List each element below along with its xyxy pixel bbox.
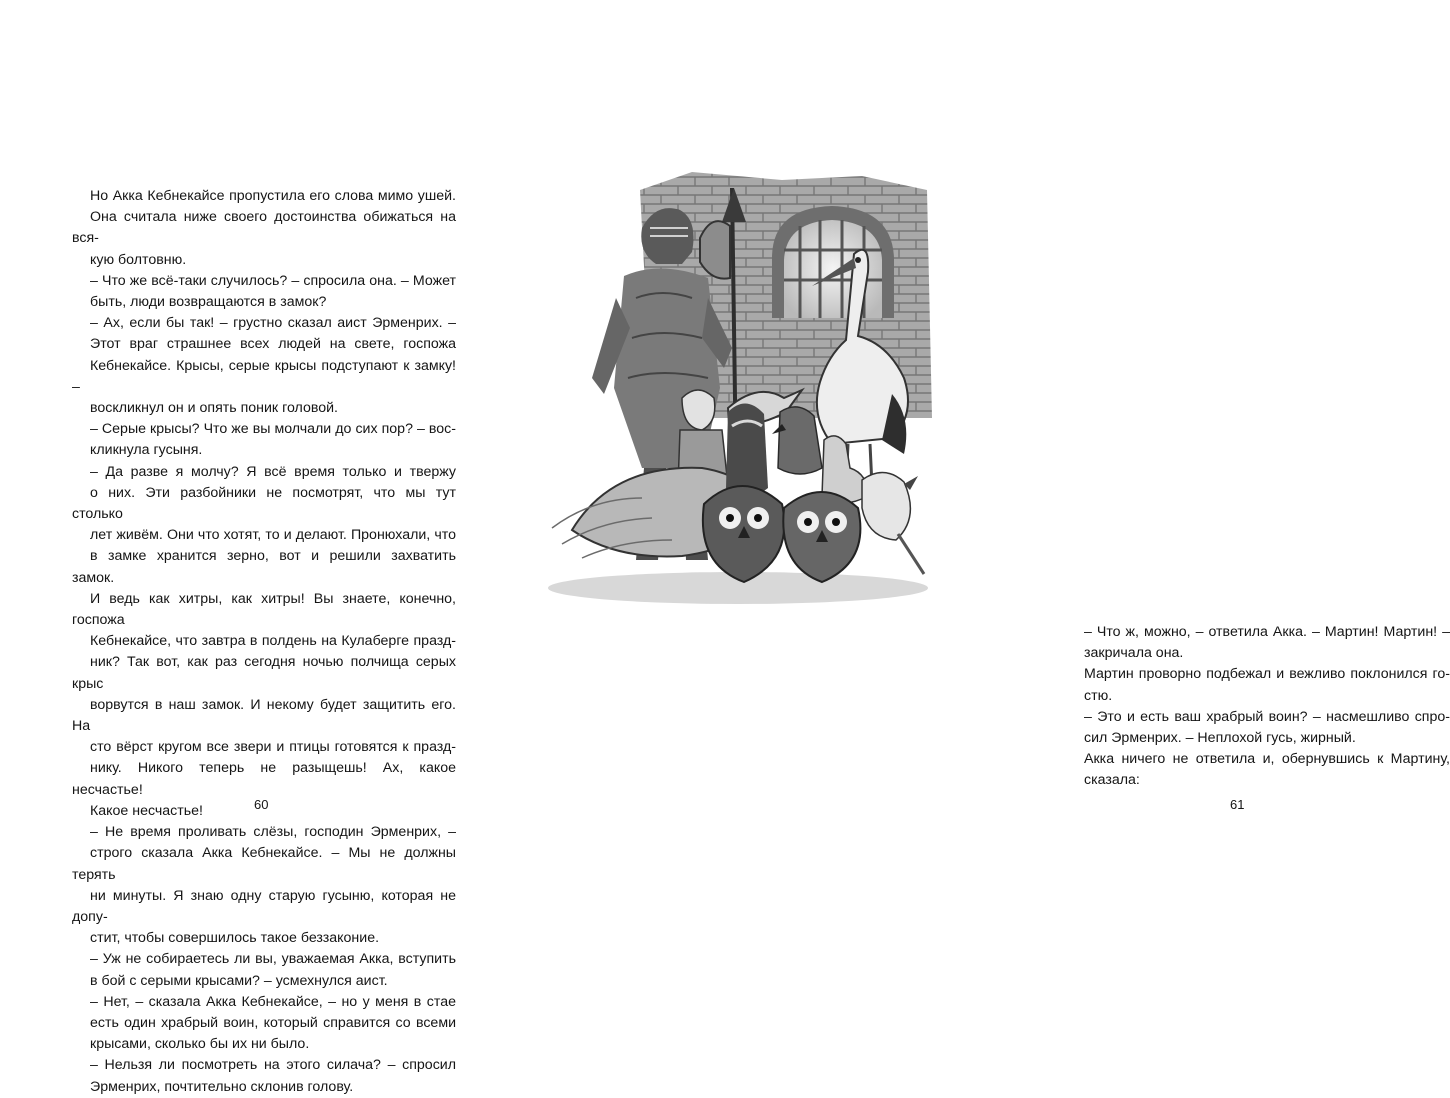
- paragraph: [72, 462, 456, 822]
- paragraph: [1066, 749, 1450, 791]
- text-line: стю.: [1084, 687, 1113, 704]
- text-line: есть один храбрый воин, который справится со всеми: [90, 1014, 456, 1031]
- text-line: – Не время проливать слёзы, господин Эрменрих, –: [90, 824, 456, 841]
- text-line: – Ах, если бы так! – грустно сказал аист Эрменрих. –: [90, 315, 456, 332]
- text-line: Кебнекайсе, что завтра в полдень на Кулаберге празд-: [90, 633, 456, 650]
- text-line: И ведь как хитры, как хитры! Вы знаете, конечно, госпожа: [72, 590, 456, 629]
- paragraph: [72, 1055, 456, 1097]
- text-line: – Серые крысы? Что же вы молчали до сих пор? – вос-: [90, 421, 456, 438]
- text-line: сто вёрст кругом все звери и птицы готовятся к празд-: [90, 739, 456, 756]
- text-line: нику. Никого теперь не разыщешь! Ах, какое несчастье!: [72, 760, 456, 798]
- text-line: лет живём. Они что хотят, то и делают. Пронюхали, что: [90, 527, 456, 544]
- text-line: – Что ж, можно, – ответила Акка. – Мартин! Мартин! –: [1084, 624, 1450, 640]
- text-line: – Нельзя ли посмотреть на этого силача? – спросил: [90, 1057, 456, 1074]
- paragraph: [72, 271, 456, 313]
- paragraph: [72, 186, 456, 271]
- paragraph: [72, 822, 456, 949]
- text-line: крысами, сколько бы их ни было.: [90, 1036, 310, 1053]
- text-line: в бой с серыми крысами? – усмехнулся аист.: [90, 972, 388, 989]
- text-line: Какое несчастье!: [90, 802, 204, 819]
- text-line: ворвутся в наш замок. И некому будет защитить его. На: [72, 696, 456, 735]
- paragraph: [1066, 664, 1450, 706]
- text-line: Эрменрих, почтительно склонив голову.: [90, 1078, 354, 1095]
- text-line: – Что же всё-таки случилось? – спросила она. – Может: [90, 272, 456, 289]
- book-illustration: [532, 168, 944, 610]
- text-line: – Да разве я молчу? Я всё время только и твержу: [90, 463, 456, 480]
- text-line: Акка ничего не ответила и, обернувшись к Мартину,: [1084, 751, 1450, 768]
- text-line: стит, чтобы совершилось такое беззаконие.: [90, 930, 380, 947]
- page-number-right: 61: [1230, 797, 1245, 812]
- right-page-text: [1066, 622, 1450, 792]
- paragraph: [72, 419, 456, 461]
- text-line: Этот враг страшнее всех людей на свете, госпожа: [90, 336, 456, 353]
- paragraph: [1066, 707, 1450, 749]
- text-line: о них. Эти разбойники не посмотрят, что мы тут столько: [72, 484, 456, 523]
- text-line: Мартин проворно подбежал и вежливо поклонился го-: [1084, 666, 1450, 683]
- text-line: быть, люди возвращаются в замок?: [90, 294, 327, 311]
- left-page: [0, 0, 500, 1095]
- text-line: Кебнекайсе. Крысы, серые крысы подступают к замку! –: [72, 357, 456, 395]
- text-line: – Нет, – сказала Акка Кебнекайсе, – но у меня в стае: [90, 993, 456, 1010]
- text-line: кликнула гусыня.: [90, 442, 203, 459]
- text-line: воскликнул он и опять поник головой.: [90, 400, 338, 417]
- paragraph: [72, 949, 456, 991]
- left-page-text: [72, 186, 456, 1098]
- text-line: сил Эрменрих. – Неплохой гусь, жирный.: [1084, 730, 1356, 747]
- paragraph: [72, 992, 456, 1056]
- text-line: кую болтовню.: [90, 251, 187, 268]
- text-line: Но Акка Кебнекайсе пропустила его слова мимо ушей.: [90, 188, 456, 204]
- paragraph: [1066, 622, 1450, 664]
- text-line: – Это и есть ваш храбрый воин? – насмешливо спро-: [1084, 708, 1450, 725]
- text-line: – Уж не собираетесь ли вы, уважаемая Акка, вступить: [90, 951, 456, 968]
- text-line: ник? Так вот, как раз сегодня ночью полчища серых крыс: [72, 654, 456, 692]
- text-line: ни минуты. Я знаю одну старую гусыню, которая не допу-: [72, 887, 456, 925]
- page-number-left: 60: [254, 797, 269, 812]
- knight-stork-geese-owls-illustration-icon: [532, 168, 944, 610]
- text-line: в замке хранится зерно, вот и решили захватить замок.: [72, 548, 456, 586]
- text-line: закричала она.: [1084, 645, 1184, 662]
- text-line: Она считала ниже своего достоинства обижаться на вся-: [72, 209, 456, 247]
- paragraph: [72, 313, 456, 419]
- text-line: сказала:: [1084, 772, 1140, 789]
- text-line: строго сказала Акка Кебнекайсе. – Мы не должны терять: [72, 845, 456, 883]
